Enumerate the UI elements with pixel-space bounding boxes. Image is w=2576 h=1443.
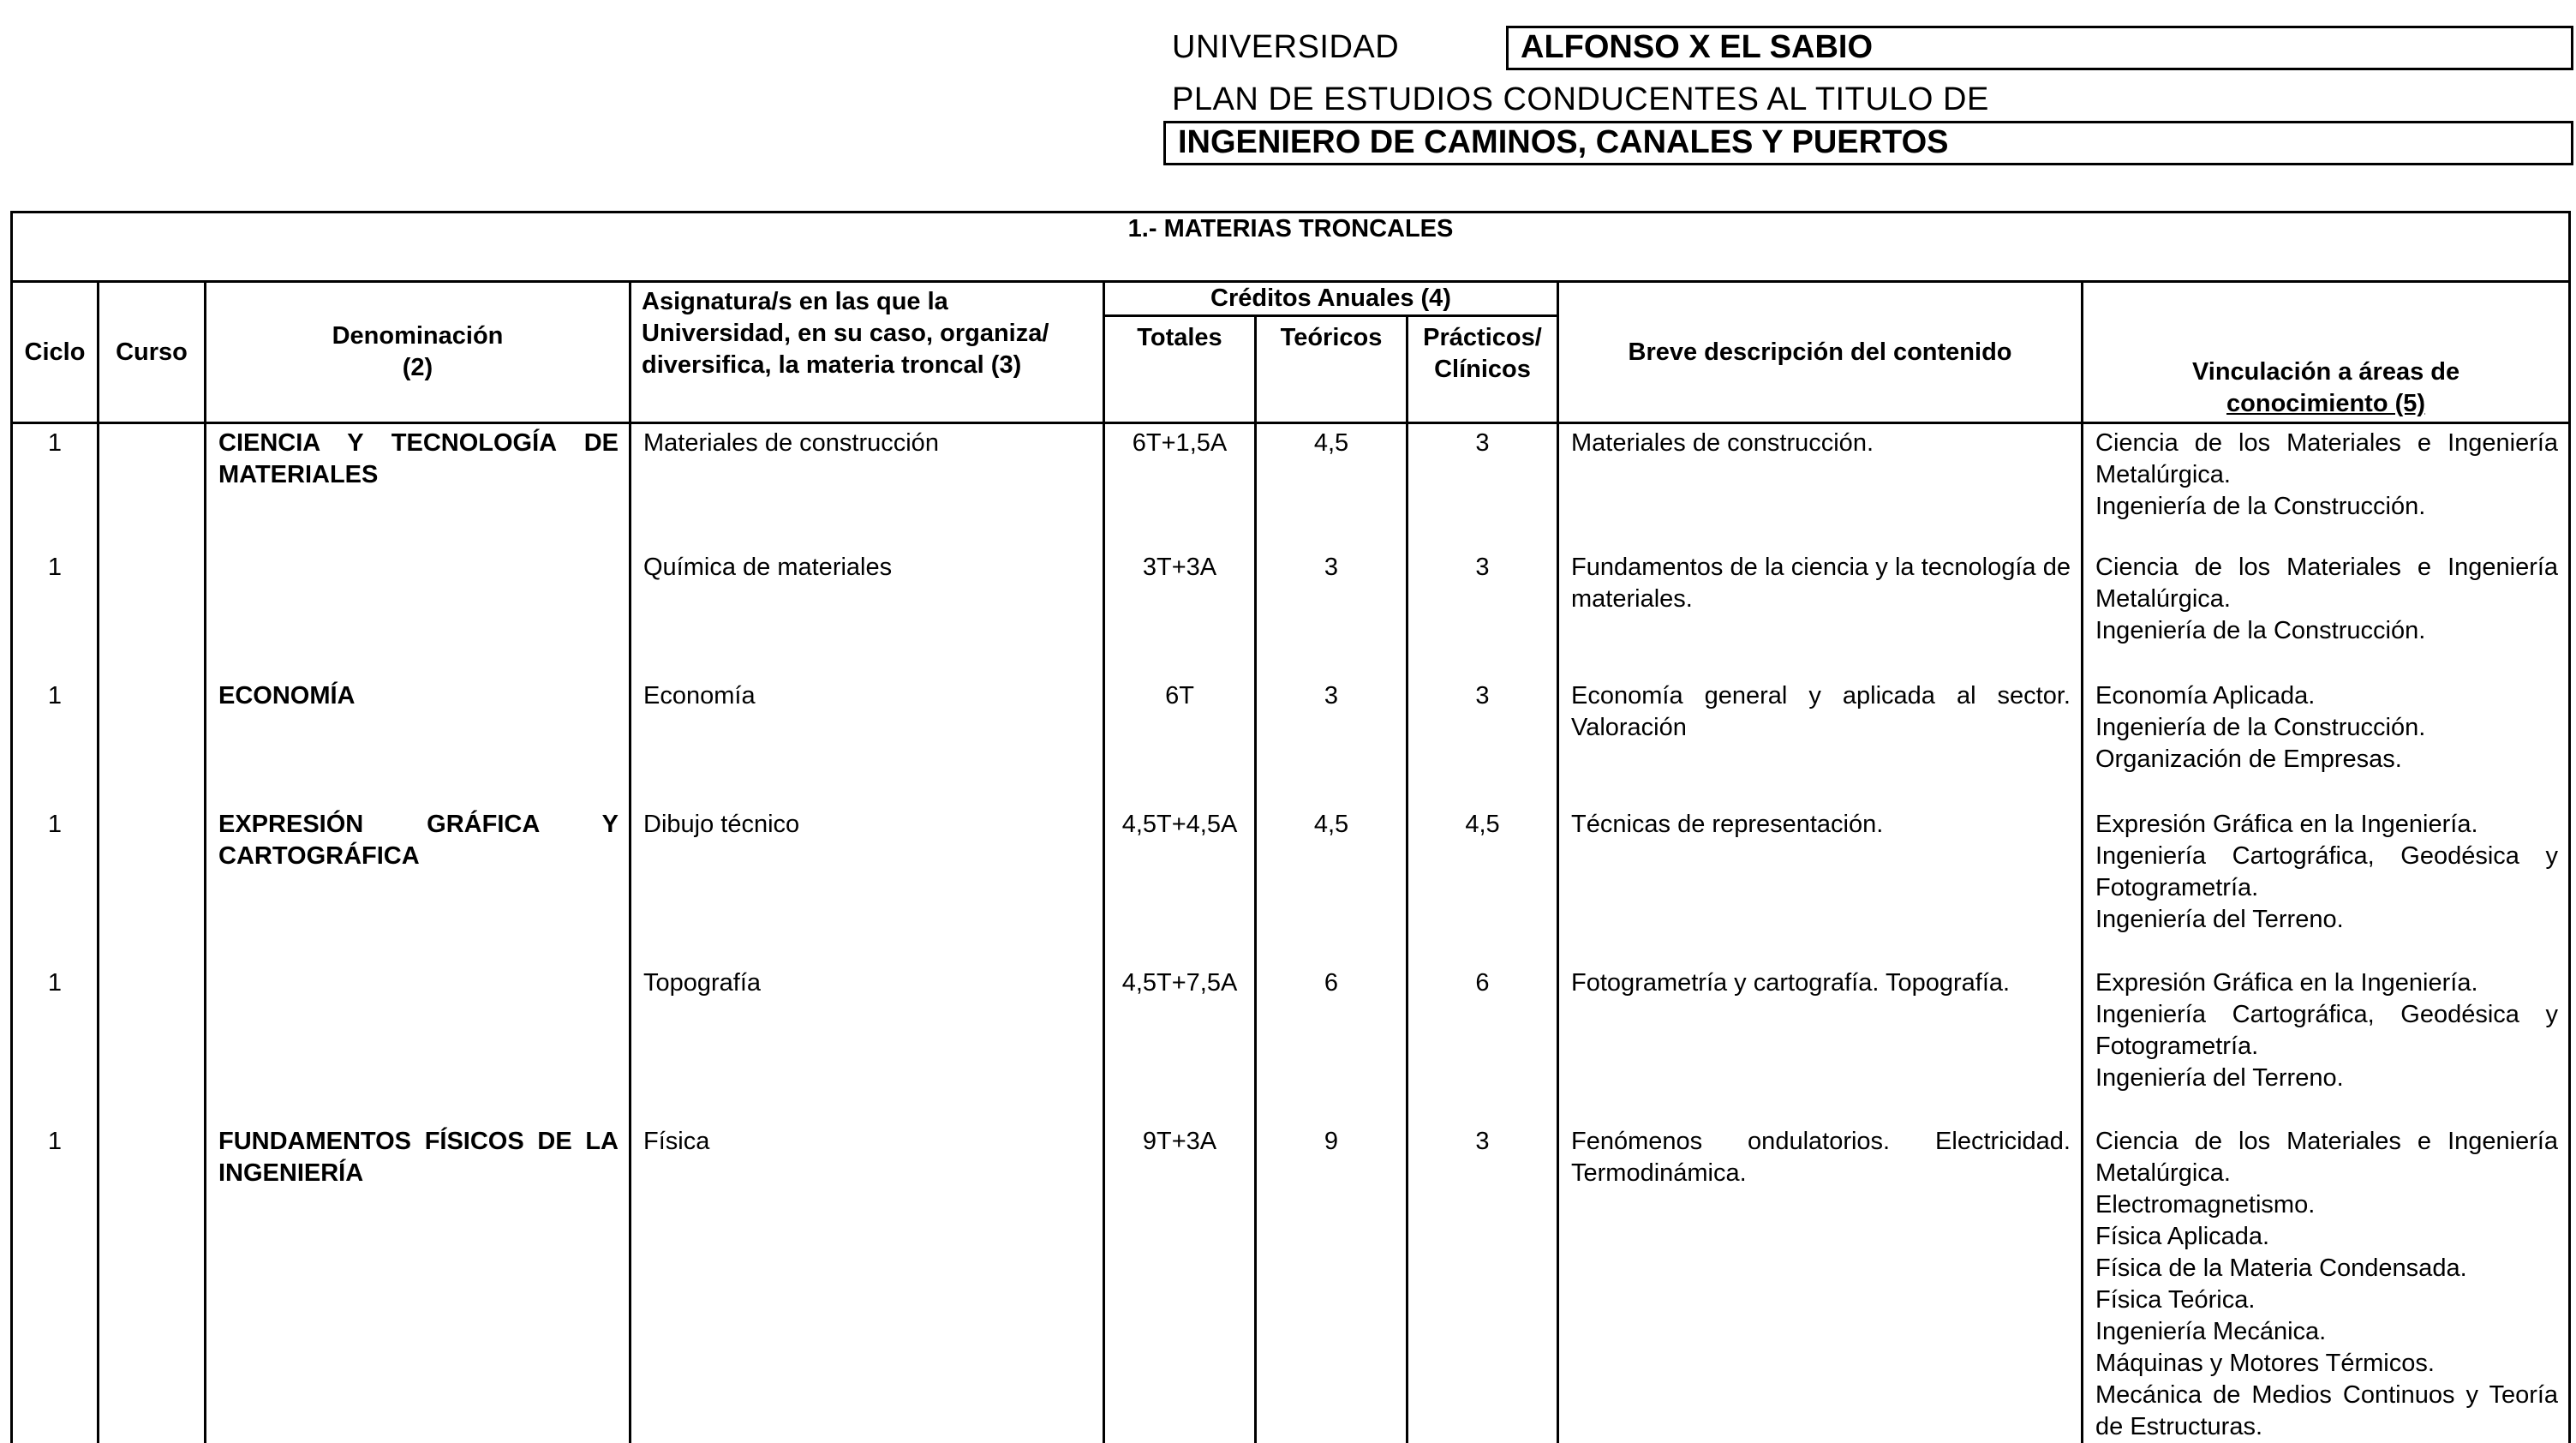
header-creditos: Créditos Anuales (4) [1104, 282, 1558, 316]
cell-asignatura: Materiales de construcción [631, 423, 1104, 552]
cell-denominacion [206, 552, 631, 680]
area-item: Mecánica de Medios Continuos y Teoría de Estructuras. [2095, 1380, 2559, 1440]
cell-asignatura: Economía [631, 680, 1104, 809]
cell-teoricos: 6 [1256, 967, 1408, 1126]
header-practicos: Prácticos/ Clínicos [1408, 316, 1558, 423]
area-item: Ciencia de los Materiales e Ingeniería Metalúrgica. [2095, 429, 2559, 488]
cell-practicos: 3 [1408, 1126, 1558, 1443]
area-item: Electromagnetismo. [2095, 1190, 2316, 1218]
cell-curso [99, 552, 206, 680]
cell-denominacion: FUNDAMENTOS FÍSICOS DE LA INGENIERÍA [206, 1126, 631, 1443]
table-row [12, 423, 2570, 552]
cell-areas [2083, 967, 2570, 1126]
cell-descripcion: Materiales de construcción. [1558, 423, 2083, 552]
area-item: Expresión Gráfica en la Ingeniería. [2095, 968, 2478, 997]
cell-practicos: 3 [1408, 680, 1558, 809]
table-row [12, 809, 2570, 967]
cell-teoricos: 4,5 [1256, 423, 1408, 552]
cell-totales: 3T+3A [1104, 552, 1256, 680]
table-row [12, 552, 2570, 680]
cell-curso [99, 680, 206, 809]
area-item: Ciencia de los Materiales e Ingeniería Metalúrgica. [2095, 1127, 2559, 1187]
cell-areas [2083, 423, 2570, 552]
cell-descripcion: Fotogrametría y cartografía. Topografía. [1558, 967, 2083, 1126]
cell-totales: 6T [1104, 680, 1256, 809]
plan-label: PLAN DE ESTUDIOS CONDUCENTES AL TITULO DE [1172, 81, 1989, 117]
cell-teoricos: 3 [1256, 552, 1408, 680]
table-row [12, 680, 2570, 809]
cell-ciclo: 1 [12, 423, 99, 552]
area-item: Expresión Gráfica en la Ingeniería. [2095, 810, 2478, 838]
cell-ciclo: 1 [12, 967, 99, 1126]
header-vinculacion-line2: conocimiento (5) [2226, 390, 2426, 417]
degree-title-box: INGENIERO DE CAMINOS, CANALES Y PUERTOS [1163, 121, 2573, 165]
cell-totales: 4,5T+4,5A [1104, 809, 1256, 967]
cell-ciclo: 1 [12, 552, 99, 680]
area-item: Ingeniería de la Construcción. [2095, 616, 2426, 644]
cell-totales: 9T+3A [1104, 1126, 1256, 1443]
area-item: Ingeniería Cartográfica, Geodésica y Fotogrametría. [2095, 1000, 2559, 1060]
cell-ciclo: 1 [12, 680, 99, 809]
cell-teoricos: 4,5 [1256, 809, 1408, 967]
header-curso: Curso [99, 282, 206, 423]
area-item: Ingeniería del Terreno. [2095, 905, 2344, 933]
header-teoricos: Teóricos [1256, 316, 1408, 423]
header-descripcion: Breve descripción del contenido [1558, 282, 2083, 423]
area-item: Ingeniería de la Construcción. [2095, 493, 2426, 520]
cell-ciclo: 1 [12, 809, 99, 967]
cell-curso [99, 423, 206, 552]
cell-practicos: 3 [1408, 552, 1558, 680]
area-item: Ingeniería del Terreno. [2095, 1063, 2344, 1092]
cell-denominacion: CIENCIA Y TECNOLOGÍA DE MATERIALES [206, 423, 631, 552]
cell-curso [99, 809, 206, 967]
cell-asignatura: Topografía [631, 967, 1104, 1126]
header-totales: Totales [1104, 316, 1256, 423]
cell-teoricos: 9 [1256, 1126, 1408, 1443]
header-denominacion-note: (2) [402, 354, 433, 381]
cell-practicos: 3 [1408, 423, 1558, 552]
cell-teoricos: 3 [1256, 680, 1408, 809]
cell-asignatura: Química de materiales [631, 552, 1104, 680]
area-item: Física de la Materia Condensada. [2095, 1254, 2467, 1282]
area-item: Ciencia de los Materiales e Ingeniería Metalúrgica. [2095, 553, 2559, 613]
cell-areas [2083, 680, 2570, 809]
header-denominacion [206, 282, 631, 423]
header-ciclo: Ciclo [12, 282, 99, 423]
area-item: Ingeniería Mecánica. [2095, 1317, 2327, 1345]
table-title: 1.- MATERIAS TRONCALES [12, 213, 2570, 282]
cell-denominacion: EXPRESIÓN GRÁFICA Y CARTOGRÁFICA [206, 809, 631, 967]
cell-asignatura: Dibujo técnico [631, 809, 1104, 967]
header-denominacion-label: Denominación [332, 322, 504, 350]
area-item: Física Teórica. [2095, 1285, 2256, 1314]
cell-areas [2083, 552, 2570, 680]
area-item: Máquinas y Motores Térmicos. [2095, 1349, 2435, 1377]
cell-practicos: 6 [1408, 967, 1558, 1126]
header-asignatura: Asignatura/s en las que la Universidad, en su caso, organiza/ diversifica, la materia troncal (3) [631, 282, 1104, 423]
cell-areas [2083, 1126, 2570, 1443]
university-label: UNIVERSIDAD [1172, 29, 1400, 65]
cell-asignatura: Física [631, 1126, 1104, 1443]
cell-areas [2083, 809, 2570, 967]
cell-totales: 4,5T+7,5A [1104, 967, 1256, 1126]
cell-descripcion: Fundamentos de la ciencia y la tecnología de materiales. [1558, 552, 2083, 680]
table-row [12, 1126, 2570, 1443]
area-item: Ingeniería Cartográfica, Geodésica y Fotogrametría. [2095, 841, 2559, 901]
cell-totales: 6T+1,5A [1104, 423, 1256, 552]
header-vinculacion-line1: Vinculación a áreas de [2191, 358, 2460, 386]
cell-descripcion: Economía general y aplicada al sector. Valoración [1558, 680, 2083, 809]
cell-denominacion [206, 967, 631, 1126]
cell-curso [99, 967, 206, 1126]
area-item: Física Aplicada. [2095, 1222, 2270, 1250]
area-item: Economía Aplicada. [2095, 681, 2316, 710]
cell-descripcion: Técnicas de representación. [1558, 809, 2083, 967]
area-item: Ingeniería de la Construcción. [2095, 713, 2426, 741]
cell-denominacion: ECONOMÍA [206, 680, 631, 809]
cell-descripcion: Fenómenos ondulatorios. Electricidad. Termodinámica. [1558, 1126, 2083, 1443]
cell-ciclo: 1 [12, 1126, 99, 1443]
materias-troncales-table [10, 211, 2571, 1443]
university-name-box: ALFONSO X EL SABIO [1506, 26, 2573, 70]
cell-curso [99, 1126, 206, 1443]
cell-practicos: 4,5 [1408, 809, 1558, 967]
area-item: Organización de Empresas. [2095, 745, 2402, 773]
header-vinculacion [2083, 282, 2570, 423]
table-row [12, 967, 2570, 1126]
